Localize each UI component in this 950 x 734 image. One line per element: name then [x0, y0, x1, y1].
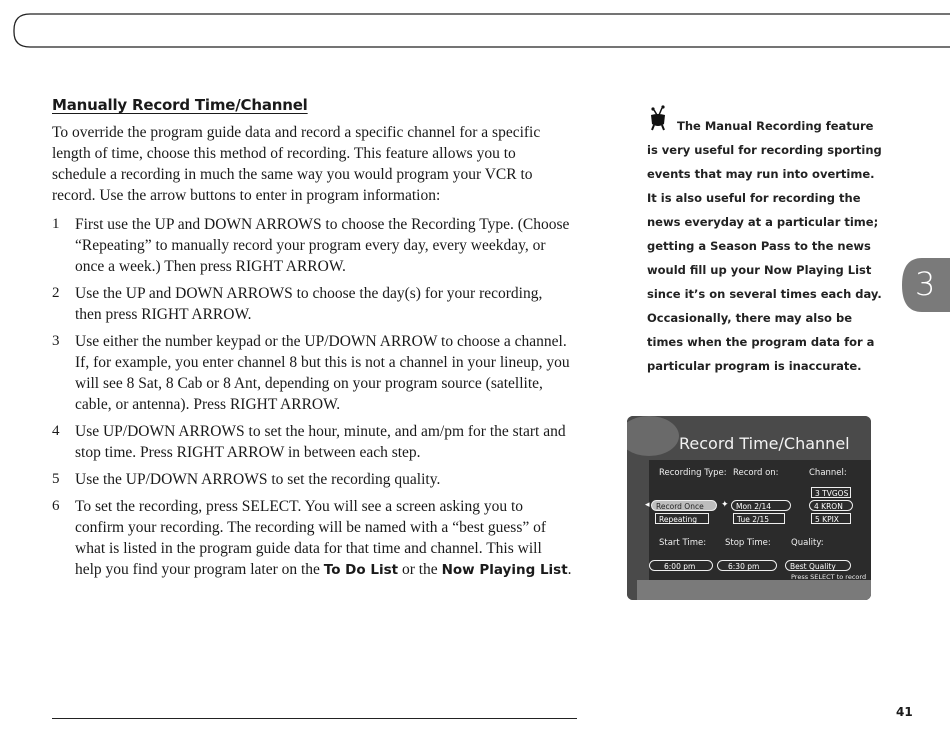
page-number: 41 [896, 705, 913, 719]
step-item [52, 421, 572, 463]
step-text: or the [398, 561, 442, 578]
step-number: 4 [52, 423, 60, 439]
step-item [52, 331, 572, 415]
step-number: 6 [52, 498, 60, 514]
tv-screenshot [627, 416, 871, 600]
channel-option[interactable]: 5 KPIX [811, 513, 851, 524]
header-band [0, 0, 950, 60]
to-do-list-term: To Do List [323, 562, 399, 578]
date-tue[interactable]: Tue 2/15 [733, 513, 785, 524]
step-item [52, 214, 572, 277]
quality-label: Quality: [791, 538, 824, 548]
step-item [52, 283, 572, 325]
channel-option-selected[interactable]: 4 KRON [809, 500, 853, 511]
start-time-label: Start Time: [659, 538, 707, 548]
date-mon[interactable]: Mon 2/14 [731, 500, 791, 511]
stop-time-label: Stop Time: [725, 538, 771, 548]
step-number: 1 [52, 216, 60, 232]
step-item [52, 496, 572, 581]
chapter-number: 3 [915, 265, 936, 303]
step-text: Use the UP and DOWN ARROWS to choose the day(s) for your recording, then press RIGHT ARROW. [75, 285, 543, 323]
chapter-tab [898, 256, 950, 314]
section-heading: Manually Record Time/Channel [52, 96, 308, 114]
footer-rule [52, 718, 577, 719]
step-text: Use either the number keypad or the UP/DOWN ARROW to choose a channel. If, for example, you enter channel 8 but this is not a channel in your lineup, you will see 8 Sat, 8 Cab or 8 Ant, depending on your program source (satellite, cable, or antenna). Press RIGHT ARROW. [75, 333, 570, 413]
intro-paragraph: To override the program guide data and record a specific channel for a specific length of time, choose this method of recording. This feature allows you to schedule a recording in much the same way you would program your VCR to record. Use the arrow buttons to enter in program information: [52, 124, 541, 204]
quality-field[interactable]: Best Quality [785, 560, 851, 571]
now-playing-list-term: Now Playing List [441, 562, 568, 578]
start-time-field[interactable]: 6:00 pm [649, 560, 713, 571]
left-arrow-icon: ◂ [645, 500, 650, 510]
step-number: 2 [52, 285, 60, 301]
channel-label: Channel: [809, 468, 847, 478]
step-text: To set the recording, press SELECT. You will see a screen asking you to confirm your recording. The recording will be named with a “best guess” of what is listed in the program guide data for that time and channel. This will help you find your program later on the [75, 498, 547, 578]
channel-option[interactable]: 3 TVGOS [811, 487, 851, 498]
option-repeating[interactable]: Repeating [655, 513, 709, 524]
step-number: 5 [52, 471, 60, 487]
stop-time-field[interactable]: 6:30 pm [717, 560, 777, 571]
recording-type-label: Recording Type: [659, 468, 727, 478]
step-text: . [567, 561, 572, 578]
step-text: First use the UP and DOWN ARROWS to choose the Recording Type. (Choose “Repeating” to manually record your program every day, every weekday, or once a week.) Then press RIGHT ARROW. [75, 216, 570, 275]
right-arrow-icon: ✦ [721, 500, 729, 510]
step-text: Use the UP/DOWN ARROWS to set the recording quality. [75, 471, 441, 488]
option-record-once[interactable]: Record Once [651, 500, 717, 511]
select-hint: Press SELECT to record [791, 573, 867, 581]
steps-list [52, 214, 572, 587]
sidebar-tip-text: The Manual Recording feature is very useful for recording sporting events that may run into overtime. It is also useful for recording the news everyday at a particular time; getting a Season Pass to the news would fill up your Now Playing List since it’s on several times each day. Occasionally, there may also be times when the program data for a particular program is inaccurate. [647, 119, 882, 373]
step-number: 3 [52, 333, 60, 349]
step-item [52, 469, 572, 490]
step-text: Use UP/DOWN ARROWS to set the hour, minute, and am/pm for the start and stop time. Press RIGHT ARROW in between each step. [75, 423, 566, 461]
sidebar-tip [647, 114, 882, 378]
record-on-label: Record on: [733, 468, 779, 478]
screen-title: Record Time/Channel [679, 434, 850, 453]
